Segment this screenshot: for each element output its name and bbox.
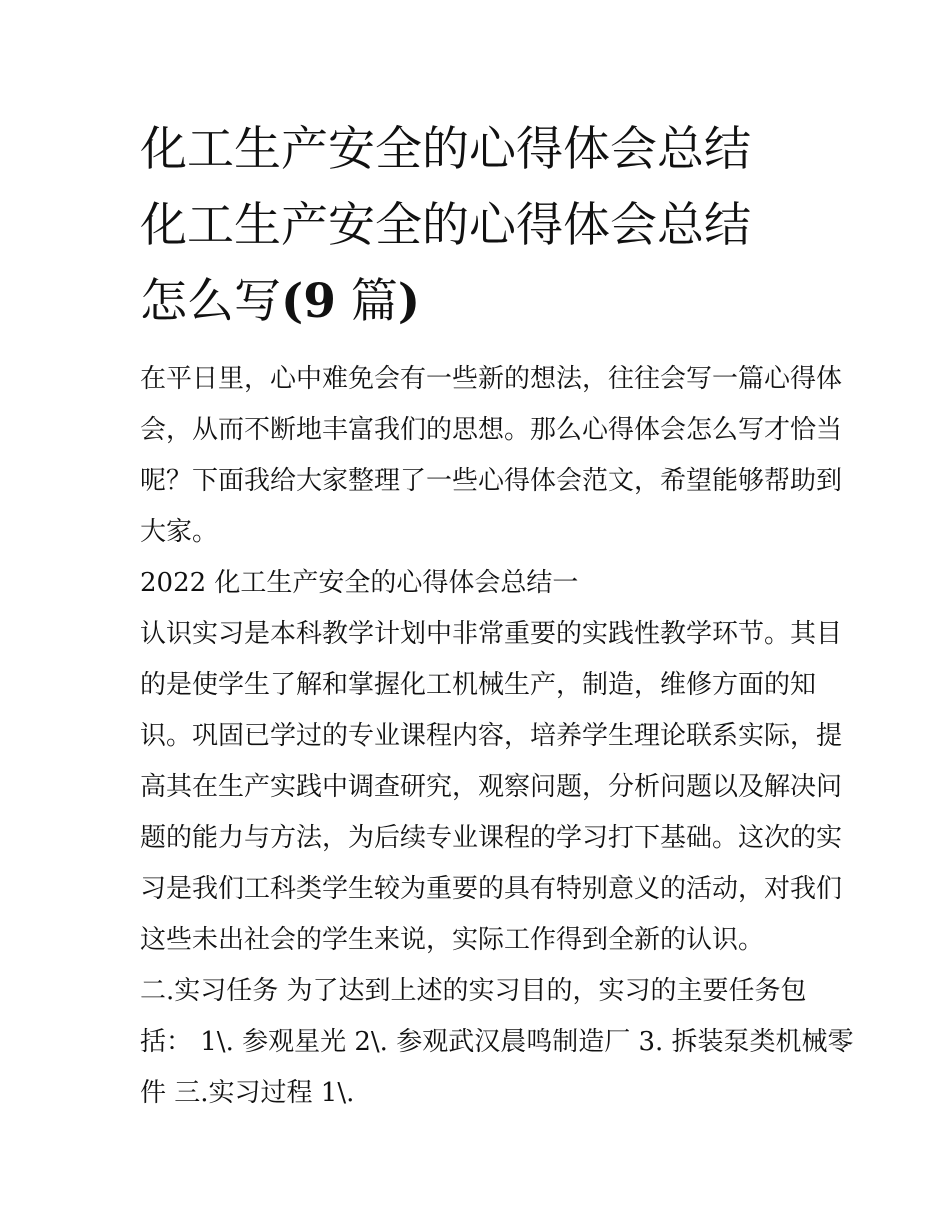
body-line: 这些未出社会的学生来说，实际工作得到全新的认识。 [140, 925, 765, 955]
body-line: 的是使学生了解和掌握化工机械生产，制造，维修方面的知 [140, 670, 817, 700]
body-line: 二.实习任务 为了达到上述的实习目的，实习的主要任务包 [140, 976, 807, 1006]
title-line-2: 化工生产安全的心得体会总结 [140, 198, 751, 253]
title-line-3-prefix: 怎么写 [140, 274, 281, 329]
intro-line: 呢？下面我给大家整理了一些心得体会范文，希望能够帮助到 [140, 466, 843, 496]
intro-line: 会，从而不断地丰富我们的思想。那么心得体会怎么写才恰当 [140, 415, 843, 445]
title-line-1: 化工生产安全的心得体会总结 [140, 122, 751, 177]
body-line: 括： 1\. 参观星光 2\. 参观武汉晨鸣制造厂 3. 拆装泵类机械零 [140, 1027, 854, 1057]
body-line: 认识实习是本科教学计划中非常重要的实践性教学环节。其目 [140, 619, 843, 649]
intro-paragraph [140, 354, 843, 558]
body-line: 习是我们工科类学生较为重要的具有特别意义的活动，对我们 [140, 874, 843, 904]
title-line-3-number: (9 [281, 274, 336, 329]
title-line-3-unit: 篇 [335, 274, 398, 329]
body-line: 件 三.实习过程 1\. [140, 1078, 355, 1108]
intro-line: 大家。 [140, 517, 219, 547]
title-line-3 [140, 264, 820, 340]
body-line: 识。巩固已学过的专业课程内容，培养学生理论联系实际，提 [140, 721, 843, 751]
intro-line: 在平日里，心中难免会有一些新的想法，往往会写一篇心得体 [140, 364, 843, 394]
document-content [140, 112, 854, 1119]
body-line: 题的能力与方法，为后续专业课程的学习打下基础。这次的实 [140, 823, 843, 853]
title-line-3-end: ) [397, 274, 421, 329]
section-heading [140, 558, 820, 609]
body-line: 高其在生产实践中调查研究，观察问题，分析问题以及解决问 [140, 772, 843, 802]
document-title [140, 112, 820, 340]
body-paragraph [140, 609, 854, 1119]
section-heading-text: 2022 化工生产安全的心得体会总结一 [140, 568, 579, 598]
